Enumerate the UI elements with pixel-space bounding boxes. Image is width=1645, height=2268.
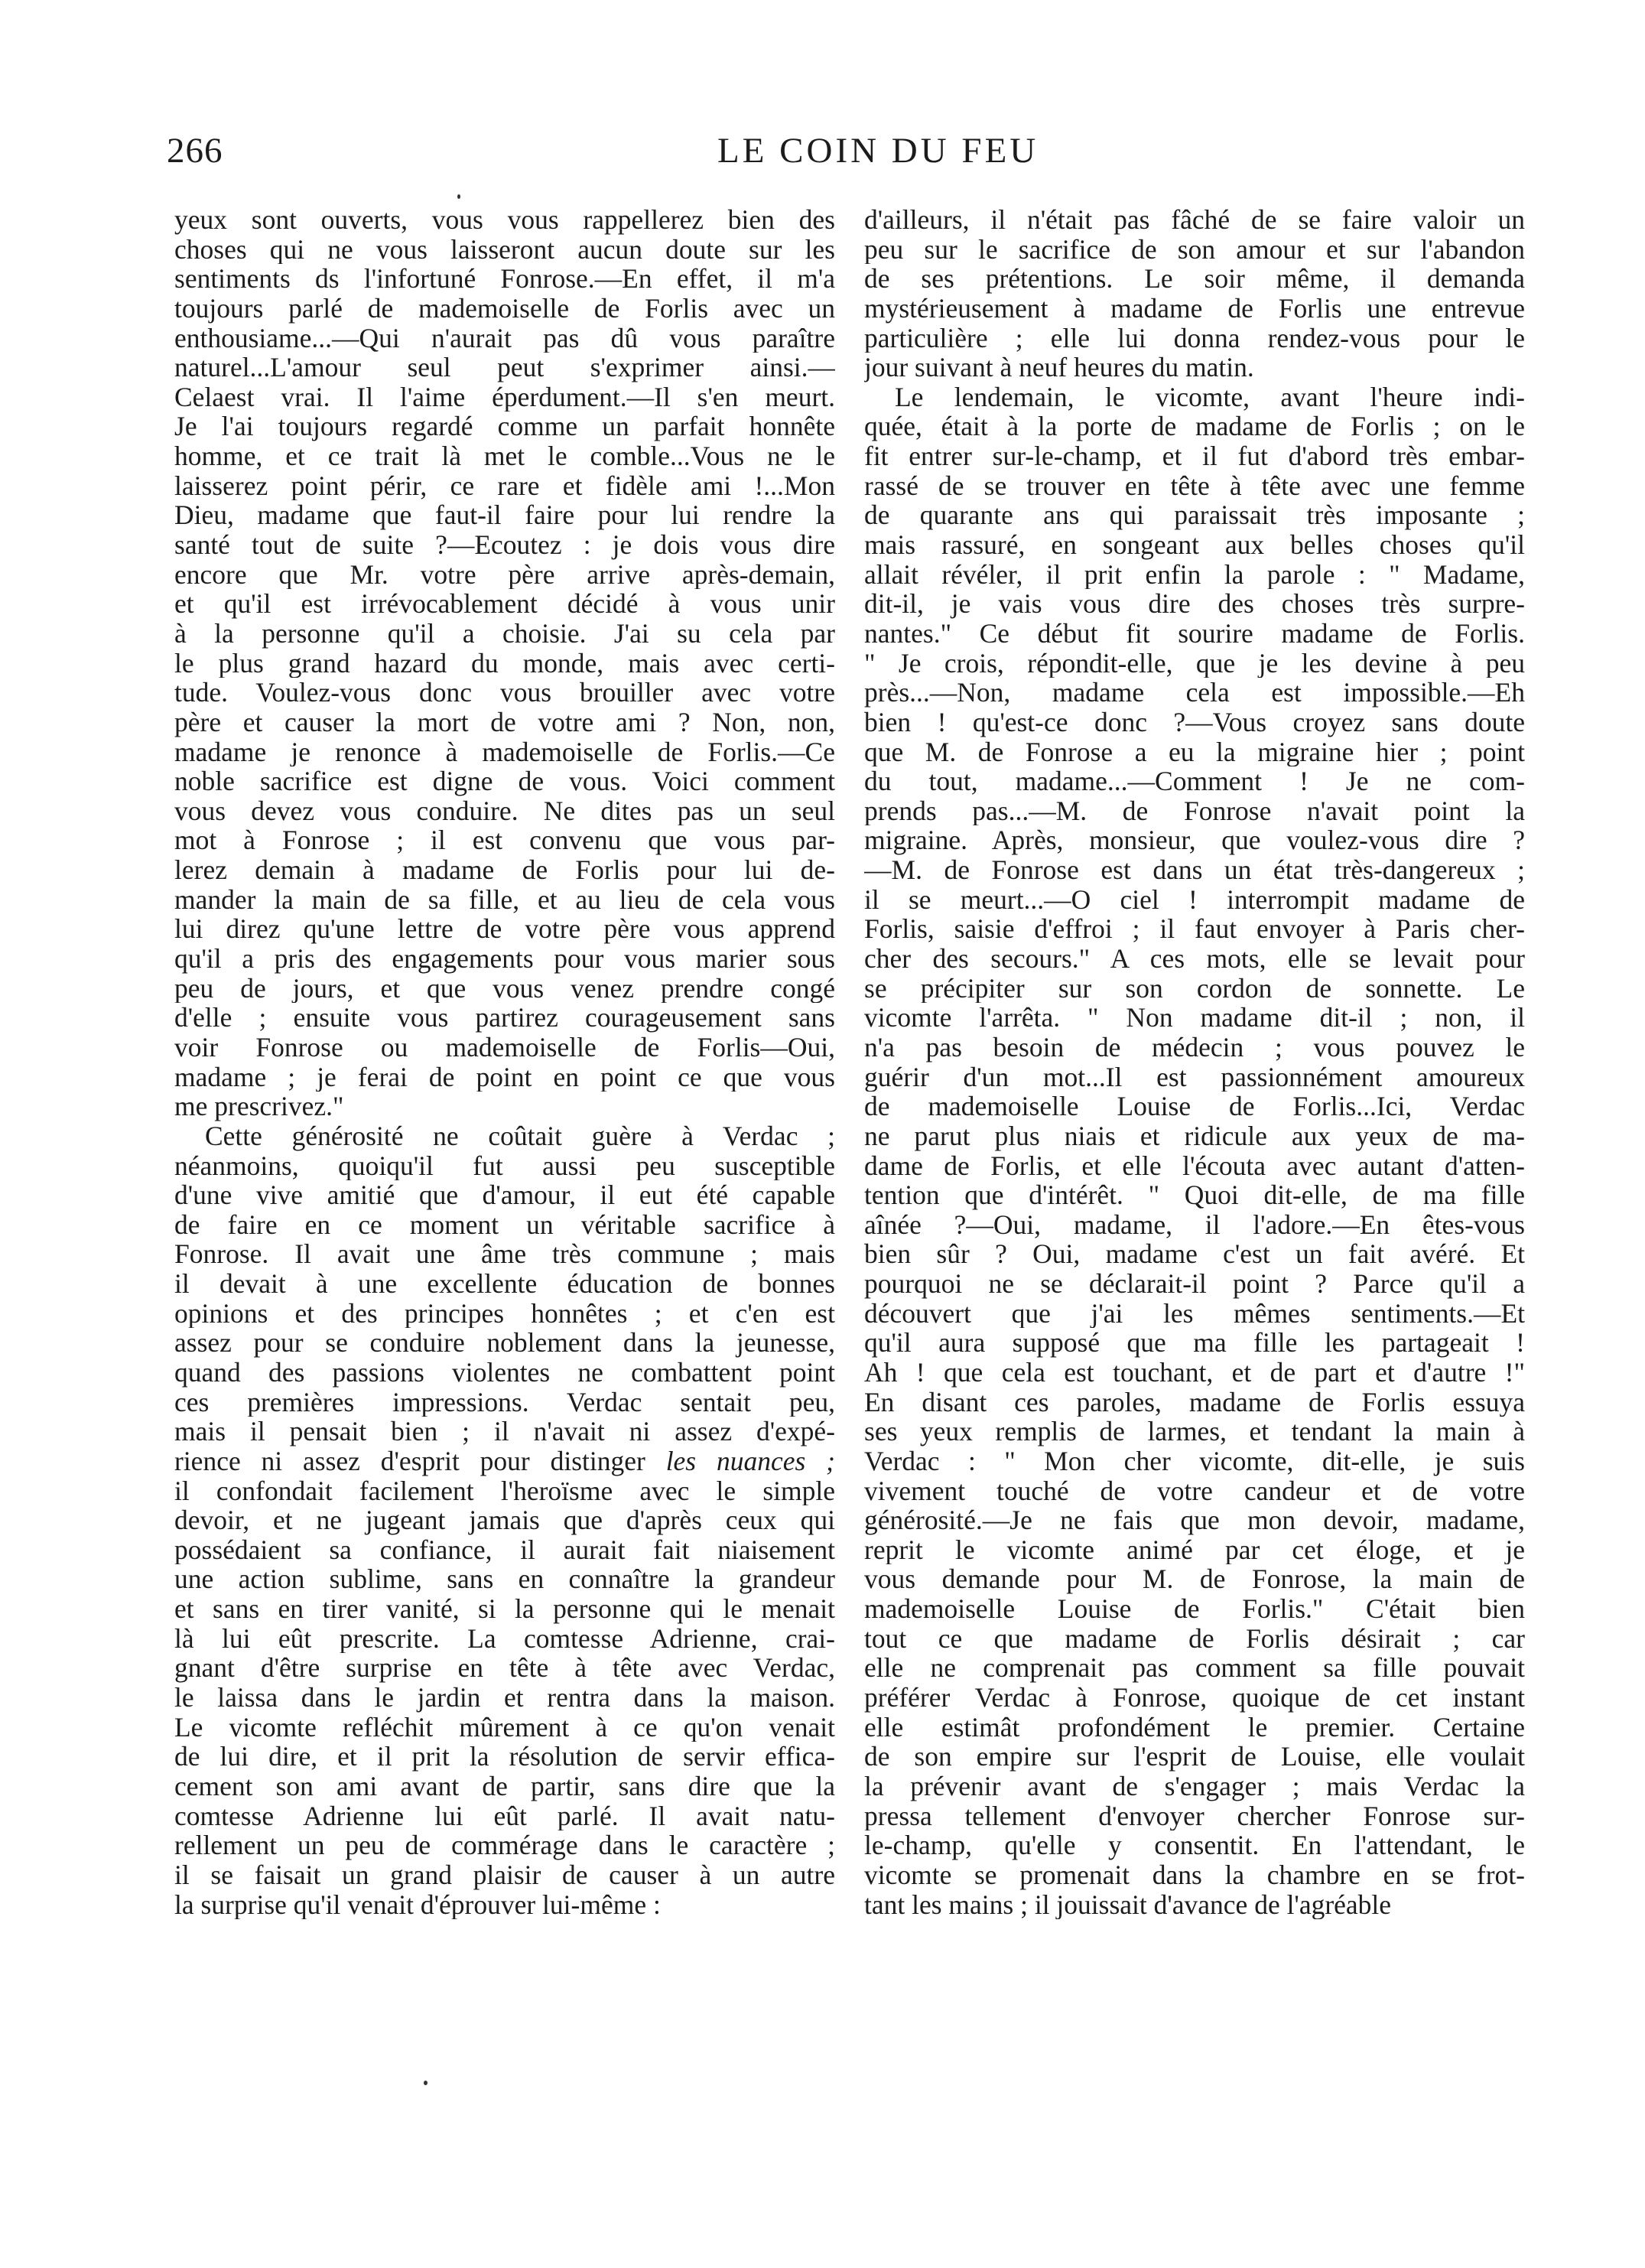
- text-line: En disant ces paroles, madame de Forlis essuya: [864, 1387, 1525, 1417]
- text-line: devoir, et ne jugeant jamais que d'après ceux qui: [174, 1505, 835, 1535]
- text-line: de quarante ans qui paraissait très imposante ;: [864, 500, 1525, 531]
- text-line: de faire en ce moment un véritable sacrifice à: [174, 1209, 835, 1240]
- text-line: la prévenir avant de s'engager ; mais Verdac la: [864, 1771, 1525, 1801]
- text-line: une action sublime, sans en connaître la grandeur: [174, 1564, 835, 1595]
- text-line: elle estimât profondément le premier. Certaine: [864, 1712, 1525, 1742]
- text-line: voir Fonrose ou mademoiselle de Forlis—Oui,: [174, 1032, 835, 1062]
- text-line: gnant d'être surprise en tête à tête avec Verdac,: [174, 1653, 835, 1684]
- text-line: qu'il aura supposé que ma fille les partageait !: [864, 1328, 1525, 1358]
- text-line: Le lendemain, le vicomte, avant l'heure indi-: [895, 382, 1525, 412]
- text-line: Le vicomte refléchit mûrement à ce qu'on venait: [174, 1712, 835, 1742]
- text-line: assez pour se conduire noblement dans la jeunesse,: [174, 1328, 835, 1358]
- text-line: de mademoiselle Louise de Forlis...Ici, Verdac: [864, 1092, 1525, 1121]
- text-line: de son empire sur l'esprit de Louise, elle voulait: [864, 1742, 1525, 1772]
- text-line: ces premières impressions. Verdac sentait peu,: [174, 1387, 835, 1417]
- text-line: tude. Voulez-vous donc vous brouiller avec votre: [174, 678, 835, 708]
- text-line: quée, était à la porte de madame de Forlis ; on le: [864, 412, 1525, 442]
- text-line: rassé de se trouver en tête à tête avec une femme: [864, 470, 1525, 501]
- text-line: il se faisait un grand plaisir de causer à un autre: [174, 1860, 835, 1890]
- ink-speck: [457, 194, 460, 199]
- text-line: particulière ; elle lui donna rendez-vous pour le: [864, 323, 1525, 353]
- text-line: aînée ?—Oui, madame, il l'adore.—En êtes-vous: [864, 1209, 1525, 1240]
- text-line: se précipiter sur son cordon de sonnette. Le: [864, 973, 1525, 1004]
- text-line: le-champ, qu'elle y consentit. En l'attendant, le: [864, 1830, 1525, 1860]
- right-text-column: [864, 205, 1525, 1919]
- text-line: choses qui ne vous laisseront aucun doute sur les: [174, 234, 835, 265]
- text-line: la surprise qu'il venait d'éprouver lui-même :: [174, 1889, 661, 1920]
- text-line: préférer Verdac à Fonrose, quoique de cet instant: [864, 1683, 1525, 1713]
- text-line: pourquoi ne se déclarait-il point ? Parce qu'il a: [864, 1269, 1525, 1299]
- left-text-column: [174, 205, 835, 1919]
- text-line: ses yeux remplis de larmes, et tendant la main à: [864, 1417, 1525, 1446]
- text-line: de ses prétentions. Le soir même, il demanda: [864, 264, 1525, 294]
- text-line: Forlis, saisie d'effroi ; il faut envoyer à Paris cher-: [864, 914, 1525, 945]
- text-line: près...—Non, madame cela est impossible.—Eh: [864, 678, 1525, 708]
- text-line: de lui dire, et il prit la résolution de servir effica-: [174, 1742, 835, 1772]
- text-line: dame de Forlis, et elle l'écouta avec autant d'atten-: [864, 1150, 1525, 1181]
- text-line: mystérieusement à madame de Forlis une entrevue: [864, 293, 1525, 324]
- text-line: vicomte se promenait dans la chambre en se frot-: [864, 1860, 1525, 1890]
- text-line: mais rassuré, en songeant aux belles choses qu'il: [864, 530, 1525, 560]
- text-line: madame ; je ferai de point en point ce que vous: [174, 1062, 835, 1092]
- text-line: sentiments ds l'infortuné Fonrose.—En effet, il m'a: [174, 264, 835, 294]
- italic-phrase: les nuances ;: [665, 1446, 835, 1476]
- page-number: 266: [167, 131, 223, 171]
- text-line: Dieu, madame que faut-il faire pour lui rendre la: [174, 500, 835, 531]
- text-line: cement son ami avant de partir, sans dire que la: [174, 1771, 835, 1801]
- text-line: néanmoins, quoiqu'il fut aussi peu susceptible: [174, 1150, 835, 1181]
- text-line: tout ce que madame de Forlis désirait ; car: [864, 1623, 1525, 1654]
- text-line: que M. de Fonrose a eu la migraine hier ; point: [864, 737, 1525, 767]
- text-line: pressa tellement d'envoyer chercher Fonrose sur-: [864, 1801, 1525, 1831]
- text-line: découvert que j'ai les mêmes sentiments.—Et: [864, 1298, 1525, 1329]
- text-line: vous demande pour M. de Fonrose, la main de: [864, 1564, 1525, 1595]
- text-line: cher des secours." A ces mots, elle se levait pour: [864, 944, 1525, 974]
- text-line: père et causer la mort de votre ami ? Non, non,: [174, 707, 835, 737]
- text-line: enthousiame...—Qui n'aurait pas dû vous paraître: [174, 323, 835, 353]
- ink-speck: [424, 2081, 428, 2085]
- text-line: homme, et ce trait là met le comble...Vous ne le: [174, 441, 835, 471]
- text-line: nantes." Ce début fit sourire madame de Forlis.: [864, 618, 1525, 649]
- text-line: quand des passions violentes ne combattent point: [174, 1357, 835, 1388]
- text-line: me prescrivez.": [174, 1092, 344, 1121]
- text-line: Celaest vrai. Il l'aime éperdument.—Il s'en meurt.: [174, 382, 835, 412]
- text-line: ne parut plus niais et ridicule aux yeux de ma-: [864, 1121, 1525, 1151]
- text-line: comtesse Adrienne lui eût parlé. Il avait natu-: [174, 1801, 835, 1831]
- text-line: naturel...L'amour seul peut s'exprimer ainsi.—: [174, 353, 835, 382]
- text-line: là lui eût prescrite. La comtesse Adrienne, crai-: [174, 1623, 835, 1654]
- text-line: Cette générosité ne coûtait guère à Verdac ;: [205, 1121, 835, 1151]
- text-line: tant les mains ; il jouissait d'avance de l'agréable: [864, 1889, 1392, 1920]
- text-line: et sans en tirer vanité, si la personne qui le menait: [174, 1594, 835, 1624]
- text-line: reprit le vicomte animé par cet éloge, et je: [864, 1534, 1525, 1565]
- text-line: il se meurt...—O ciel ! interrompit madame de: [864, 884, 1525, 915]
- text-line: prends pas...—M. de Fonrose n'avait point la: [864, 796, 1525, 826]
- text-line: il devait à une excellente éducation de bonnes: [174, 1269, 835, 1299]
- text-line: peu de jours, et que vous venez prendre congé: [174, 973, 835, 1004]
- text-line: dit-il, je vais vous dire des choses très surpre-: [864, 589, 1525, 619]
- text-line: guérir d'un mot...Il est passionnément amoureux: [864, 1062, 1525, 1092]
- text-line: Ah ! que cela est touchant, et de part et d'autre !": [864, 1357, 1525, 1388]
- text-line: —M. de Fonrose est dans un état très-dangereux ;: [864, 855, 1525, 885]
- text-line: rellement un peu de commérage dans le caractère ;: [174, 1830, 835, 1860]
- text-line: mademoiselle Louise de Forlis." C'était bien: [864, 1594, 1525, 1624]
- text-line: elle ne comprenait pas comment sa fille pouvait: [864, 1653, 1525, 1684]
- text-line: Verdac : " Mon cher vicomte, dit-elle, je suis: [864, 1446, 1525, 1476]
- text-line: mais il pensait bien ; il n'avait ni assez d'expé-: [174, 1417, 835, 1446]
- text-line: d'une vive amitié que d'amour, il eut été capable: [174, 1180, 835, 1210]
- text-line: opinions et des principes honnêtes ; et c'en est: [174, 1298, 835, 1329]
- text-line: d'elle ; ensuite vous partirez courageusement sans: [174, 1003, 835, 1033]
- text-line: qu'il a pris des engagements pour vous marier sous: [174, 944, 835, 974]
- text-line: vivement touché de votre candeur et de votre: [864, 1476, 1525, 1506]
- text-line: fit entrer sur-le-champ, et il fut d'abord très embar-: [864, 441, 1525, 471]
- text-line: Fonrose. Il avait une âme très commune ; mais: [174, 1239, 835, 1270]
- text-line: lerez demain à madame de Forlis pour lui de-: [174, 855, 835, 885]
- text-line: vous devez vous conduire. Ne dites pas un seul: [174, 796, 835, 826]
- text-line: vicomte l'arrêta. " Non madame dit-il ; non, il: [864, 1003, 1525, 1033]
- text-line: il confondait facilement l'heroïsme avec le simple: [174, 1476, 835, 1506]
- text-line: noble sacrifice est digne de vous. Voici comment: [174, 766, 835, 796]
- text-line: rience ni assez d'esprit pour distinger les nuances ;: [174, 1446, 835, 1476]
- text-line: du tout, madame...—Comment ! Je ne com-: [864, 766, 1525, 796]
- text-line: peu sur le sacrifice de son amour et sur l'abandon: [864, 234, 1525, 265]
- page-header: [167, 122, 1574, 176]
- text-line: santé tout de suite ?—Ecoutez : je dois vous dire: [174, 530, 835, 560]
- text-line: n'a pas besoin de médecin ; vous pouvez le: [864, 1032, 1525, 1062]
- text-line: générosité.—Je ne fais que mon devoir, madame,: [864, 1505, 1525, 1535]
- text-line: le plus grand hazard du monde, mais avec certi-: [174, 648, 835, 678]
- text-line: tention que d'intérêt. " Quoi dit-elle, de ma fille: [864, 1180, 1525, 1210]
- text-line: laisserez point périr, ce rare et fidèle ami !...Mon: [174, 470, 835, 501]
- text-line: bien ! qu'est-ce donc ?—Vous croyez sans doute: [864, 707, 1525, 737]
- text-line: lui direz qu'une lettre de votre père vous apprend: [174, 914, 835, 945]
- text-line: madame je renonce à mademoiselle de Forlis.—Ce: [174, 737, 835, 767]
- text-line: migraine. Après, monsieur, que voulez-vous dire ?: [864, 825, 1525, 856]
- text-line: à la personne qu'il a choisie. J'ai su cela par: [174, 618, 835, 649]
- text-line: toujours parlé de mademoiselle de Forlis avec un: [174, 293, 835, 324]
- running-title: LE COIN DU FEU: [717, 131, 1039, 171]
- text-line: yeux sont ouverts, vous vous rappellerez bien des: [174, 205, 835, 235]
- text-line: allait révéler, il prit enfin la parole : " Madame,: [864, 559, 1525, 590]
- text-line: d'ailleurs, il n'était pas fâché de se faire valoir un: [864, 205, 1525, 235]
- text-line: " Je crois, répondit-elle, que je les devine à peu: [864, 648, 1525, 678]
- text-line: bien sûr ? Oui, madame c'est un fait avéré. Et: [864, 1239, 1525, 1270]
- text-line: possédaient sa confiance, il aurait fait niaisement: [174, 1534, 835, 1565]
- text-line: mander la main de sa fille, et au lieu de cela vous: [174, 884, 835, 915]
- text-line: et qu'il est irrévocablement décidé à vous unir: [174, 589, 835, 619]
- text-line: mot à Fonrose ; il est convenu que vous par-: [174, 825, 835, 856]
- text-line: encore que Mr. votre père arrive après-demain,: [174, 559, 835, 590]
- text-line: Je l'ai toujours regardé comme un parfait honnête: [174, 412, 835, 442]
- text-line: jour suivant à neuf heures du matin.: [864, 353, 1254, 382]
- text-line: le laissa dans le jardin et rentra dans la maison.: [174, 1683, 835, 1713]
